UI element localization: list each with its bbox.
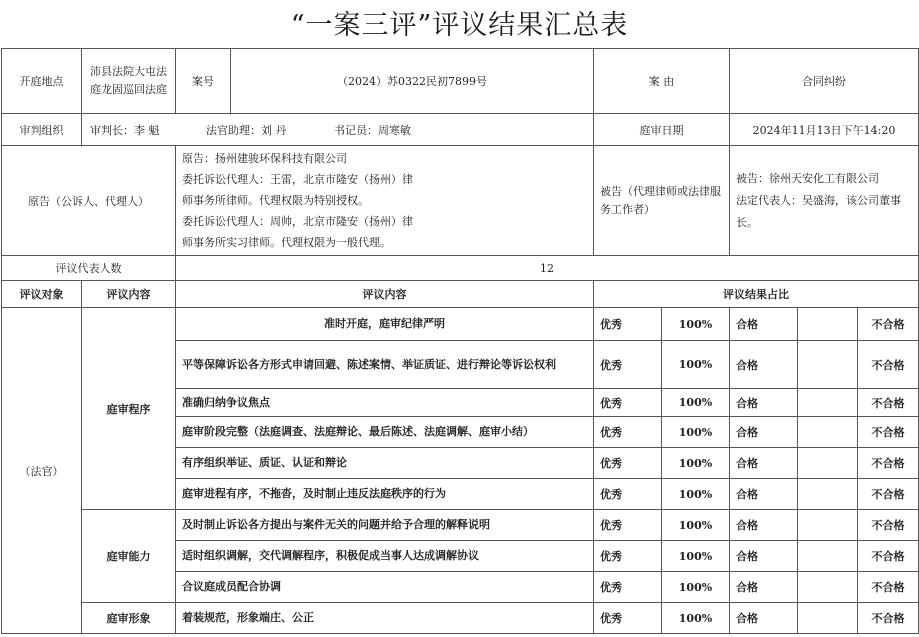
fail-label: 不合格 bbox=[858, 572, 919, 603]
pass-pct bbox=[798, 479, 858, 510]
location-value: 沛县法院大屯法庭龙固巡回法庭 bbox=[82, 49, 176, 114]
pass-label: 合格 bbox=[730, 417, 798, 448]
pass-pct bbox=[798, 572, 858, 603]
fail-label: 不合格 bbox=[858, 341, 919, 389]
date-label: 庭审日期 bbox=[594, 114, 730, 146]
excellent-pct: 100% bbox=[662, 448, 730, 479]
judge: 审判长：李 魁 bbox=[90, 123, 160, 137]
header-target: 评议对象 bbox=[2, 281, 82, 308]
info-line: 师事务所实习律师。代理权限为一般代理。 bbox=[182, 236, 391, 249]
parties-row bbox=[2, 146, 919, 256]
pass-label: 合格 bbox=[730, 389, 798, 417]
excellent-pct: 100% bbox=[662, 572, 730, 603]
excellent-pct: 100% bbox=[662, 417, 730, 448]
pass-pct bbox=[798, 603, 858, 634]
excellent-pct: 100% bbox=[662, 389, 730, 417]
pass-pct bbox=[798, 448, 858, 479]
target-cell: （法官） bbox=[2, 308, 82, 634]
info-line: 法定代表人：吴盛海，该公司董事长。 bbox=[736, 193, 901, 229]
org-members-cell bbox=[82, 114, 594, 146]
excellent-label: 优秀 bbox=[594, 479, 662, 510]
header-result: 评议结果占比 bbox=[594, 281, 919, 308]
excellent-pct: 100% bbox=[662, 308, 730, 341]
item-text: 着装规范，形象端庄、公正 bbox=[176, 603, 594, 634]
summary-table bbox=[1, 48, 919, 634]
location-label: 开庭地点 bbox=[2, 49, 82, 114]
excellent-pct: 100% bbox=[662, 541, 730, 572]
reps-label: 评议代表人数 bbox=[2, 256, 176, 281]
pass-pct bbox=[798, 417, 858, 448]
info-line: 委托诉讼代理人：王雷，北京市隆安（扬州）律 bbox=[182, 173, 413, 186]
item-text: 合议庭成员配合协调 bbox=[176, 572, 594, 603]
info-line: 被告：徐州天安化工有限公司 bbox=[736, 171, 879, 185]
fail-label: 不合格 bbox=[858, 308, 919, 341]
excellent-pct: 100% bbox=[662, 341, 730, 389]
table-header bbox=[2, 281, 919, 308]
pass-label: 合格 bbox=[730, 448, 798, 479]
item-text: 适时组织调解，交代调解程序，积极促成当事人达成调解协议 bbox=[176, 541, 594, 572]
fail-label: 不合格 bbox=[858, 417, 919, 448]
fail-label: 不合格 bbox=[858, 603, 919, 634]
cause-label: 案 由 bbox=[648, 75, 675, 88]
defendant-info bbox=[730, 146, 919, 256]
item-text: 准确归纳争议焦点 bbox=[176, 389, 594, 417]
fail-label: 不合格 bbox=[858, 448, 919, 479]
info-line: 原告：扬州建骏环保科技有限公司 bbox=[182, 152, 347, 165]
fail-label: 不合格 bbox=[858, 541, 919, 572]
excellent-label: 优秀 bbox=[594, 341, 662, 389]
plaintiff-info bbox=[176, 146, 594, 256]
case-no-value: （2024）苏0322民初7899号 bbox=[337, 75, 487, 88]
item-text: 及时制止诉讼各方提出与案件无关的问题并给予合理的解释说明 bbox=[176, 510, 594, 541]
excellent-label: 优秀 bbox=[594, 417, 662, 448]
header-detail: 评议内容 bbox=[176, 281, 594, 308]
pass-pct bbox=[798, 510, 858, 541]
excellent-label: 优秀 bbox=[594, 603, 662, 634]
item-text: 平等保障诉讼各方形式申请回避、陈述案情、举证质证、进行辩论等诉讼权利 bbox=[176, 341, 594, 389]
case-no-cell bbox=[176, 49, 594, 114]
info-line: 委托诉讼代理人：周帅，北京市隆安（扬州）律 bbox=[182, 215, 413, 228]
reps-row bbox=[2, 256, 919, 281]
assistant: 法官助理：刘 丹 bbox=[206, 123, 287, 137]
table-row bbox=[2, 308, 919, 341]
pass-pct bbox=[798, 389, 858, 417]
pass-label: 合格 bbox=[730, 479, 798, 510]
pass-label: 合格 bbox=[730, 308, 798, 341]
excellent-pct: 100% bbox=[662, 510, 730, 541]
group-name: 庭审程序 bbox=[82, 308, 176, 510]
defendant-label: 被告（代理律师或法律服务工作者） bbox=[594, 146, 730, 256]
excellent-label: 优秀 bbox=[594, 572, 662, 603]
excellent-label: 优秀 bbox=[594, 510, 662, 541]
pass-label: 合格 bbox=[730, 541, 798, 572]
org-row bbox=[2, 114, 919, 146]
pass-pct bbox=[798, 541, 858, 572]
excellent-label: 优秀 bbox=[594, 541, 662, 572]
date-value: 2024年11月13日下午14:20 bbox=[730, 114, 919, 146]
group-name: 庭审能力 bbox=[82, 510, 176, 603]
excellent-label: 优秀 bbox=[594, 389, 662, 417]
pass-pct bbox=[798, 341, 858, 389]
item-text: 庭审阶段完整（法庭调查、法庭辩论、最后陈述、法庭调解、庭审小结） bbox=[176, 417, 594, 448]
pass-label: 合格 bbox=[730, 572, 798, 603]
item-text: 有序组织举证、质证、认证和辩论 bbox=[176, 448, 594, 479]
case-no-label: 案号 bbox=[176, 49, 231, 113]
table-row bbox=[2, 510, 919, 541]
org-label: 审判组织 bbox=[2, 114, 82, 146]
location-row bbox=[2, 49, 919, 114]
reps-value: 12 bbox=[176, 256, 919, 281]
excellent-label: 优秀 bbox=[594, 448, 662, 479]
cause-value: 合同纠纷 bbox=[730, 49, 919, 114]
excellent-label: 优秀 bbox=[594, 308, 662, 341]
cause-label-cell bbox=[594, 49, 730, 114]
item-text: 庭审进程有序，不拖沓，及时制止违反法庭秩序的行为 bbox=[176, 479, 594, 510]
pass-label: 合格 bbox=[730, 510, 798, 541]
pass-label: 合格 bbox=[730, 603, 798, 634]
excellent-pct: 100% bbox=[662, 479, 730, 510]
excellent-pct: 100% bbox=[662, 603, 730, 634]
page-title: “一案三评”评议结果汇总表 bbox=[290, 10, 629, 41]
fail-label: 不合格 bbox=[858, 389, 919, 417]
item-text: 准时开庭，庭审纪律严明 bbox=[176, 308, 594, 341]
plaintiff-label: 原告（公诉人、代理人） bbox=[2, 146, 176, 256]
table-row bbox=[2, 603, 919, 634]
pass-pct bbox=[798, 308, 858, 341]
pass-label: 合格 bbox=[730, 341, 798, 389]
header-content: 评议内容 bbox=[82, 281, 176, 308]
info-line: 师事务所律师。代理权限为特别授权。 bbox=[182, 194, 369, 207]
clerk: 书记员：周寒敏 bbox=[334, 123, 411, 137]
fail-label: 不合格 bbox=[858, 510, 919, 541]
group-name: 庭审形象 bbox=[82, 603, 176, 634]
fail-label: 不合格 bbox=[858, 479, 919, 510]
